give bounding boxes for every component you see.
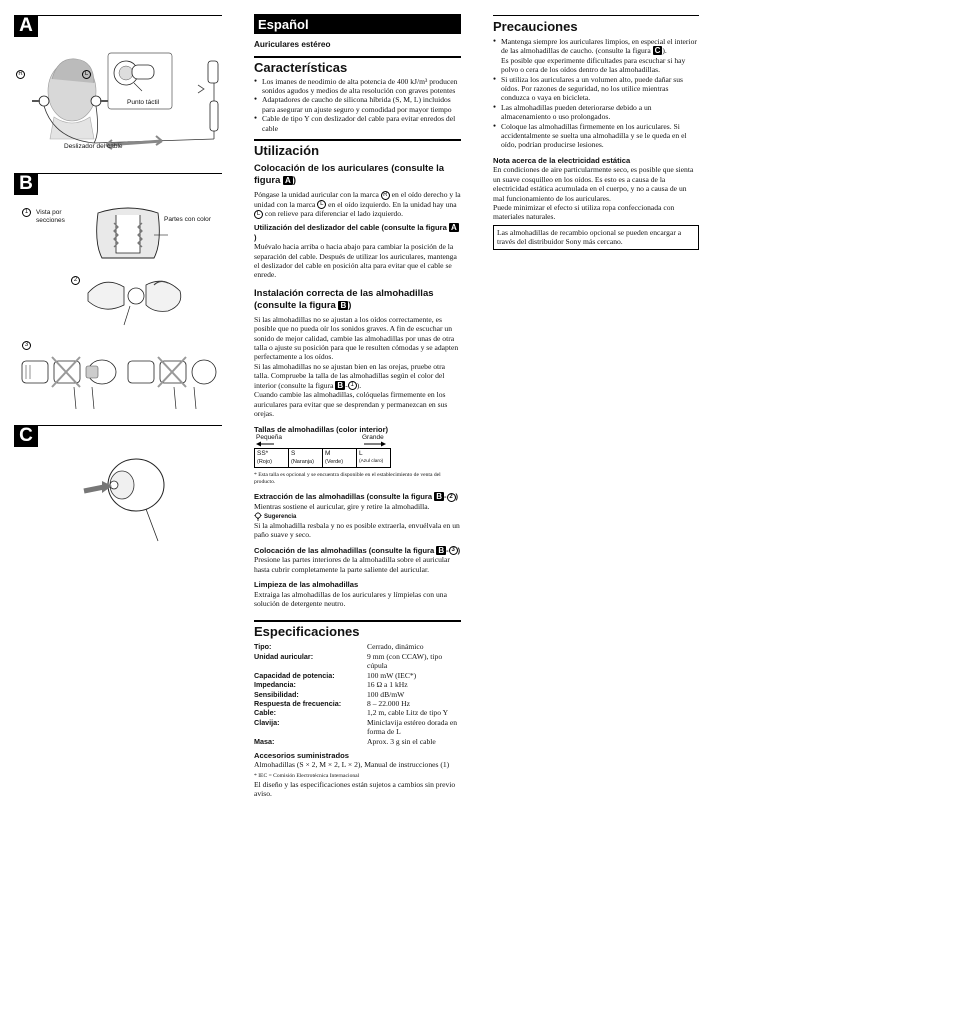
size-label: L bbox=[359, 450, 363, 458]
figure-b-step1-label: Vista por secciones bbox=[36, 209, 65, 224]
precauciones-item: ● Coloque las almohadillas firmemente en los auriculares. Si accidentalmente se suelta una almohadilla y se le queda en el oído, podrían producirse lesiones. bbox=[493, 122, 699, 150]
caracteristicas-list bbox=[254, 77, 461, 133]
caracteristicas-rule bbox=[254, 56, 461, 58]
colocacion-text-part: Póngase la unidad auricular con la marca bbox=[254, 189, 379, 199]
spec-key: Tipo: bbox=[254, 642, 272, 652]
deslizador-title-text: Utilización del deslizador del cable (consulte la figura bbox=[254, 223, 447, 233]
figure-ref: B bbox=[340, 300, 347, 310]
sugerencia-title: Sugerencia bbox=[264, 513, 297, 520]
spec-row bbox=[254, 652, 461, 671]
tallas-table bbox=[254, 448, 391, 468]
figure-a bbox=[14, 15, 222, 175]
figure-b-step1-number: 1 bbox=[22, 208, 31, 217]
spec-row bbox=[254, 680, 461, 689]
figure-ref: A bbox=[450, 223, 457, 233]
especificaciones-rule bbox=[254, 620, 461, 622]
figure-ref: A bbox=[285, 175, 291, 185]
figure-b-removal-illustration bbox=[84, 271, 194, 326]
especificaciones-title: Especificaciones bbox=[254, 624, 360, 640]
figure-b-step3-number: 3 bbox=[22, 341, 31, 350]
sugerencia-header bbox=[254, 512, 461, 521]
figure-a-touch-point-label: Punto táctil bbox=[127, 99, 160, 106]
spec-key: Sensibilidad: bbox=[254, 689, 299, 699]
left-mark-icon: L bbox=[254, 210, 263, 219]
extraccion-title: Extracción de las almohadillas (consulte la figura B - 2 ) bbox=[254, 492, 459, 502]
figure-ref: B bbox=[438, 545, 445, 555]
accesorios-text: Almohadillas (S × 2, M × 2, L × 2), Manual de instrucciones (1) bbox=[254, 760, 450, 770]
nota-title: Nota acerca de la electricidad estática bbox=[493, 155, 631, 165]
figure-a-rule bbox=[14, 15, 222, 16]
figure-b-badge: B bbox=[14, 173, 38, 195]
color-label: (Rojo) bbox=[257, 459, 272, 466]
instalacion-title-text: Instalación correcta de las almohadillas (consulte la figura bbox=[254, 287, 434, 311]
language-title: Español bbox=[258, 17, 309, 32]
precauciones-rule bbox=[493, 15, 699, 16]
precauciones-item-text: Es posible que experimente dificultades para escuchar si hay polvo o cera de los oídos dentro de las almohadillas. bbox=[501, 55, 686, 75]
figure-a-cable-slider-label: Deslizador del cable bbox=[64, 143, 123, 150]
figure-ref: B bbox=[436, 492, 442, 502]
tallas-small-label: Pequeña bbox=[256, 434, 283, 442]
spec-value: Aprox. 3 g sin el cable bbox=[367, 736, 436, 746]
extraccion-title-text: Extracción de las almohadillas (consulte la figura bbox=[254, 492, 433, 502]
figure-a-left-mark: L bbox=[82, 70, 91, 79]
spec-row bbox=[254, 699, 461, 708]
precauciones-item: ● Si utiliza los auriculares a un volumen alto, puede dañar sus oídos. Por razones de seguridad, no los utilice mientras conduzca o vaya en bicicleta. bbox=[493, 75, 699, 103]
limpieza-text: Extraiga las almohadillas de los auriculares y límpielas con una solución de detergente neutro. bbox=[254, 589, 447, 609]
spec-value: Cerrado, dinámico bbox=[367, 642, 424, 652]
column-espanol bbox=[254, 14, 461, 799]
utilizacion-title: Utilización bbox=[254, 142, 320, 158]
spec-value: 16 Ω a 1 kHz bbox=[367, 680, 408, 690]
spec-row bbox=[254, 718, 461, 737]
color-label: (Verde) bbox=[325, 459, 344, 466]
precauciones-item-text: Mantenga siempre los auriculares limpios, en especial el interior de las almohadillas de caucho. (consulte la figura bbox=[501, 37, 697, 56]
instalacion-text-3: Cuando cambie las almohadillas, colóquelas firmemente en los auriculares para evitar que se desprendan y permanezcan en sus orejas. bbox=[254, 390, 448, 419]
left-mark-icon: L bbox=[317, 200, 326, 209]
figure-ref: C bbox=[654, 46, 661, 56]
table-cell bbox=[289, 449, 323, 468]
spec-value: 100 mW (IEC*) bbox=[367, 670, 417, 680]
product-subtitle: Auriculares estéreo bbox=[254, 40, 331, 49]
replacement-notice-box: Las almohadillas de recambio opcional se pueden encargar a través del distribuidor Sony más cercano. bbox=[493, 225, 699, 250]
colocacion-text-part: en el oído derecho y la unidad con la marca bbox=[254, 189, 461, 209]
accesorios-title: Accesorios suministrados bbox=[254, 750, 349, 760]
colocacion-text-part: en el oído izquierdo. En la unidad hay una bbox=[328, 199, 457, 209]
iec-note: * IEC = Comisión Electrotécnica Internacional bbox=[254, 772, 360, 779]
colocacion-title-text: Colocación de los auriculares (consulte la figura bbox=[254, 162, 445, 186]
figure-b-step2-number: 2 bbox=[71, 276, 80, 285]
instalacion-title: Instalación correcta de las almohadillas (consulte la figura B ) bbox=[254, 287, 434, 311]
precauciones-item: ● Las almohadillas pueden deteriorarse debido a un almacenamiento o uso prolongados. bbox=[493, 103, 699, 122]
caracteristicas-item: ● Los imanes de neodimio de alta potencia de 400 kJ/m³ producen sonidos agudos y medios de alta resolución con graves potentes bbox=[254, 77, 461, 96]
deslizador-text: Muévalo hacia arriba o hacia abajo para cambiar la posición de la separación del cable. Después de utilizar los auriculares, mantenga el deslizador del cable en posición alta para evitar que el cable se enrede. bbox=[254, 242, 457, 280]
spec-key: Capacidad de potencia: bbox=[254, 670, 335, 680]
caracteristicas-item: ● Adaptadores de caucho de silicona híbrida (S, M, L) incluidos para asegurar un ajuste seguro y comodidad por mayor tiempo bbox=[254, 95, 461, 114]
caracteristicas-item: ● Cable de tipo Y con deslizador del cable para evitar enredos del cable bbox=[254, 114, 461, 133]
spec-value: Miniclavija estéreo dorada en forma de L bbox=[367, 717, 458, 737]
limpieza-title: Limpieza de las almohadillas bbox=[254, 580, 359, 590]
sugerencia-text: Si la almohadilla resbala y no es posible extraerla, envuélvala en un paño suave y seco. bbox=[254, 521, 460, 540]
utilizacion-rule bbox=[254, 139, 461, 141]
colocacion2-text: Presione las partes interiores de la almohadilla sobre el auricular hasta cubrir completamente la parte saliente del auricular. bbox=[254, 555, 450, 574]
spec-value: 9 mm (con CCAW), tipo cúpula bbox=[367, 651, 443, 671]
nota-text-1: En condiciones de aire particularmente seco, es posible que sienta un suave cosquilleo en los oídos. Es esto es a causa de la electricidad estática acumulada en el cuerpo, y no a causa de un mal funcionamiento de los auriculares. bbox=[493, 165, 694, 203]
colocacion-text-part: con relieve para diferenciar el lado izquierdo. bbox=[264, 209, 403, 219]
tallas-note: * Esta talla es opcional y se encuentra disponible en el establecimiento de venta del producto. bbox=[254, 472, 441, 486]
deslizador-title: Utilización del deslizador del cable (consulte la figura A) bbox=[254, 223, 457, 242]
spec-key: Respuesta de frecuencia: bbox=[254, 698, 342, 708]
figure-ref: B bbox=[337, 380, 344, 390]
figure-c-badge: C bbox=[14, 425, 38, 447]
figure-b-rule bbox=[14, 173, 222, 174]
step-number: 2 bbox=[447, 493, 456, 502]
size-label: M bbox=[325, 450, 331, 458]
spec-value: 100 dB/mW bbox=[367, 689, 405, 699]
tallas-title: Tallas de almohadillas (color interior) bbox=[254, 424, 389, 434]
figure-a-badge: A bbox=[14, 15, 38, 37]
color-label: (Azul claro) bbox=[359, 459, 384, 465]
figure-c bbox=[14, 425, 222, 535]
spec-row bbox=[254, 642, 461, 651]
spec-row bbox=[254, 737, 461, 746]
figure-b-placement-illustration bbox=[18, 353, 218, 415]
tallas-large-label: Grande bbox=[362, 434, 384, 442]
table-row bbox=[255, 449, 391, 468]
spec-value: 8 – 22.000 Hz bbox=[367, 698, 411, 708]
instalacion-text-2: Si las almohadillas no se ajustan bien en las orejas, pruebe otra talla. Compruebe la talla de las almohadillas según el color del interior (consulte la figura B - 1 ). bbox=[254, 361, 446, 390]
instalacion-text-1: Si las almohadillas no se ajustan a los oídos correctamente, es posible que no pueda oír los sonidos graves. A fin de escuchar un sonido de mejor calidad, cambie las almohadillas por unas de otra talla o ajuste su posición para que le resulten cómodas y se adapten perfectamente a los oídos. bbox=[254, 314, 459, 362]
spec-key: Masa: bbox=[254, 736, 275, 746]
spec-row bbox=[254, 690, 461, 699]
spec-key: Impedancia: bbox=[254, 680, 296, 690]
spec-row bbox=[254, 708, 461, 717]
precauciones-item: ● Mantenga siempre los auriculares limpios, en especial el interior de las almohadillas de caucho. (consulte la figura C ). Es posible que experimente dificultades para escuchar si hay polvo o cera de los oídos dentro de las almohadillas. bbox=[493, 37, 699, 75]
tallas-arrows bbox=[254, 441, 388, 447]
figure-b bbox=[14, 173, 222, 423]
spec-value: 1,2 m, cable Litz de tipo Y bbox=[367, 708, 449, 718]
size-label: SS* bbox=[257, 450, 269, 458]
colocacion-title: Colocación de los auriculares (consulte la figura A ) bbox=[254, 162, 445, 186]
colocacion2-title: Colocación de las almohadillas (consulte la figura B - 3 ) bbox=[254, 545, 461, 555]
step-number: 1 bbox=[348, 381, 357, 390]
table-cell bbox=[357, 449, 391, 468]
step-number: 3 bbox=[449, 546, 458, 555]
tallas-scale bbox=[254, 434, 388, 446]
column-precauciones bbox=[493, 15, 699, 250]
colocacion2-title-text: Colocación de las almohadillas (consulte la figura bbox=[254, 545, 435, 555]
table-cell bbox=[323, 449, 357, 468]
extraccion-text: Mientras sostiene el auricular, gire y retire la almohadilla. bbox=[254, 501, 430, 511]
spec-footer: El diseño y las especificaciones están sujetos a cambios sin previo aviso. bbox=[254, 779, 456, 799]
figure-b-section-view bbox=[88, 203, 168, 263]
caracteristicas-title: Características bbox=[254, 59, 348, 75]
table-cell bbox=[255, 449, 289, 468]
language-header bbox=[254, 14, 461, 34]
nota-text-2: Puede minimizar el efecto si utiliza ropa confeccionada con materiales naturales. bbox=[493, 203, 675, 222]
colocacion-text bbox=[254, 190, 461, 219]
spec-key: Cable: bbox=[254, 708, 276, 718]
lightbulb-icon bbox=[254, 512, 262, 521]
figure-a-right-mark: R bbox=[16, 70, 25, 79]
precauciones-list bbox=[493, 37, 699, 150]
figure-b-colored-parts-label: Partes con color bbox=[164, 216, 211, 223]
color-label: (Naranja) bbox=[291, 459, 314, 466]
instalacion-text-2-part: Si las almohadillas no se ajustan bien en las orejas, pruebe otra talla. Compruebe la talla de las almohadillas según el color del interior (consulte la figura bbox=[254, 361, 446, 390]
right-mark-icon: R bbox=[381, 191, 390, 200]
precauciones-title: Precauciones bbox=[493, 19, 578, 34]
spec-row bbox=[254, 671, 461, 680]
spec-key: Clavija: bbox=[254, 717, 280, 727]
figure-c-illustration bbox=[80, 453, 200, 543]
figure-c-rule bbox=[14, 425, 222, 426]
size-label: S bbox=[291, 450, 296, 458]
spec-table bbox=[254, 642, 461, 745]
spec-key: Unidad auricular: bbox=[254, 651, 314, 661]
